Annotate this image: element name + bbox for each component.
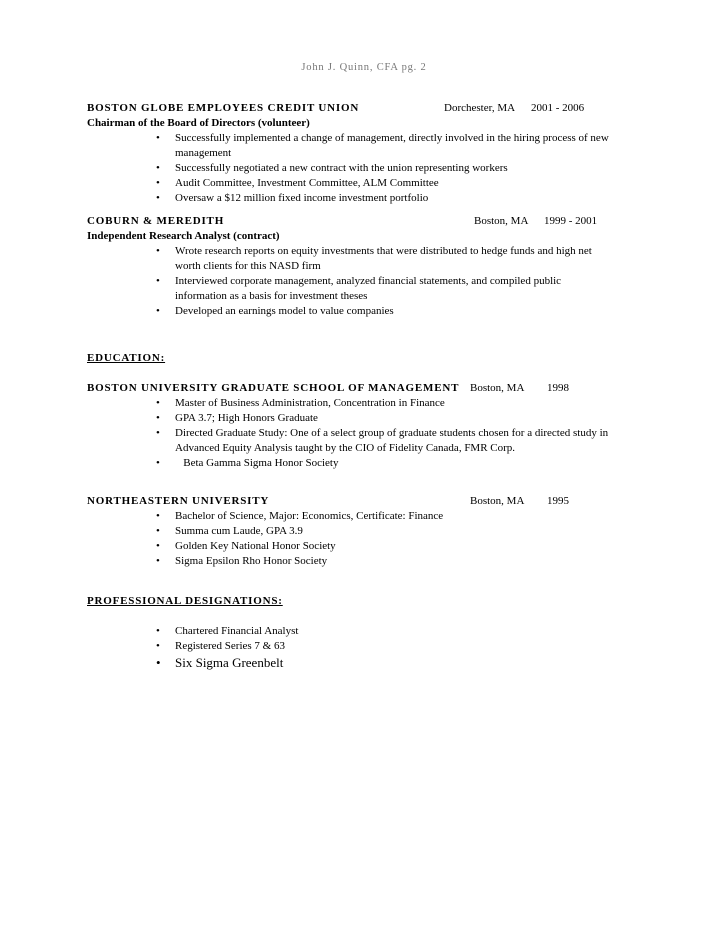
school-year: 1995 [547, 495, 569, 507]
list-item: • Developed an earnings model to value companies [156, 305, 394, 317]
bullet-icon: • [156, 412, 160, 424]
bullet-icon: • [156, 245, 160, 257]
school-bullets [87, 509, 647, 569]
bullet-icon: • [156, 275, 160, 287]
bullet-icon: • [156, 540, 160, 552]
bullet-icon: • [156, 640, 160, 652]
org-name: BOSTON GLOBE EMPLOYEES CREDIT UNION [87, 102, 360, 114]
org-name: COBURN & MEREDITH [87, 215, 225, 227]
list-item: • GPA 3.7; High Honors Graduate [156, 412, 318, 424]
job-role: Chairman of the Board of Directors (volunteer) [87, 117, 310, 129]
section-heading: EDUCATION: [87, 352, 166, 364]
education-section [87, 351, 647, 366]
list-item: • Master of Business Administration, Concentration in Finance [156, 397, 445, 409]
bullet-icon: • [156, 510, 160, 522]
bullet-icon: • [156, 525, 160, 537]
list-item: • Bachelor of Science, Major: Economics, Certificate: Finance [156, 510, 444, 522]
job-location: Boston, MA [474, 215, 529, 227]
list-item: • Six Sigma Greenbelt [156, 655, 284, 670]
list-item: • Audit Committee, Investment Committee, ALM Committee [156, 177, 439, 189]
job-dates: 1999 - 2001 [544, 215, 598, 227]
list-item: • Interviewed corporate management, analyzed financial statements, and compiled public information as a basis for investment theses [156, 275, 562, 302]
job-entry [87, 101, 647, 206]
list-item: • Summa cum Laude, GPA 3.9 [156, 525, 303, 537]
school-entry [87, 494, 647, 569]
list-item: • Directed Graduate Study: One of a select group of graduate students chosen for a directed study in Advanced Equity Analysis taught by the CIO of Fidelity Canada, FMR Corp. [156, 427, 609, 454]
bullet-icon: • [156, 192, 160, 204]
school-location: Boston, MA [470, 495, 525, 507]
list-item: • Chartered Financial Analyst [156, 625, 299, 637]
school-name: NORTHEASTERN UNIVERSITY [87, 495, 270, 507]
bullet-icon: • [156, 177, 160, 189]
list-item: • Golden Key National Honor Society [156, 540, 336, 552]
job-role: Independent Research Analyst (contract) [87, 230, 280, 242]
job-entry [87, 214, 647, 319]
job-bullets [87, 131, 647, 206]
bullet-icon: • [156, 427, 160, 439]
list-item: • Successfully implemented a change of management, directly involved in the hiring process of new management [156, 132, 609, 159]
designations-section [87, 594, 647, 671]
designation-list [87, 624, 647, 671]
job-bullets [87, 244, 647, 319]
bullet-icon: • [156, 162, 160, 174]
school-location: Boston, MA [470, 382, 525, 394]
bullet-icon: • [156, 132, 160, 144]
list-item: • Oversaw a $12 million fixed income investment portfolio [156, 192, 429, 204]
list-item: • Wrote research reports on equity investments that were distributed to hedge funds and high net worth clients for this NASD firm [156, 245, 592, 272]
list-item: • Beta Gamma Sigma Honor Society [156, 457, 339, 469]
page-header: John J. Quinn, CFA pg. 2 [301, 62, 427, 73]
list-item: • Successfully negotiated a new contract with the union representing workers [156, 162, 508, 174]
list-item: • Registered Series 7 & 63 [156, 640, 285, 652]
school-entry [87, 381, 647, 471]
section-heading: PROFESSIONAL DESIGNATIONS: [87, 595, 283, 607]
bullet-icon: • [156, 625, 160, 637]
bullet-icon: • [156, 655, 161, 670]
list-item: • Sigma Epsilon Rho Honor Society [156, 555, 328, 567]
job-dates: 2001 - 2006 [531, 102, 585, 114]
school-year: 1998 [547, 382, 569, 394]
bullet-icon: • [156, 305, 160, 317]
school-bullets [87, 396, 647, 471]
bullet-icon: • [156, 397, 160, 409]
bullet-icon: • [156, 555, 160, 567]
school-name: BOSTON UNIVERSITY GRADUATE SCHOOL OF MANAGEMENT [87, 382, 460, 394]
bullet-icon: • [156, 457, 160, 469]
job-location: Dorchester, MA [444, 102, 516, 114]
